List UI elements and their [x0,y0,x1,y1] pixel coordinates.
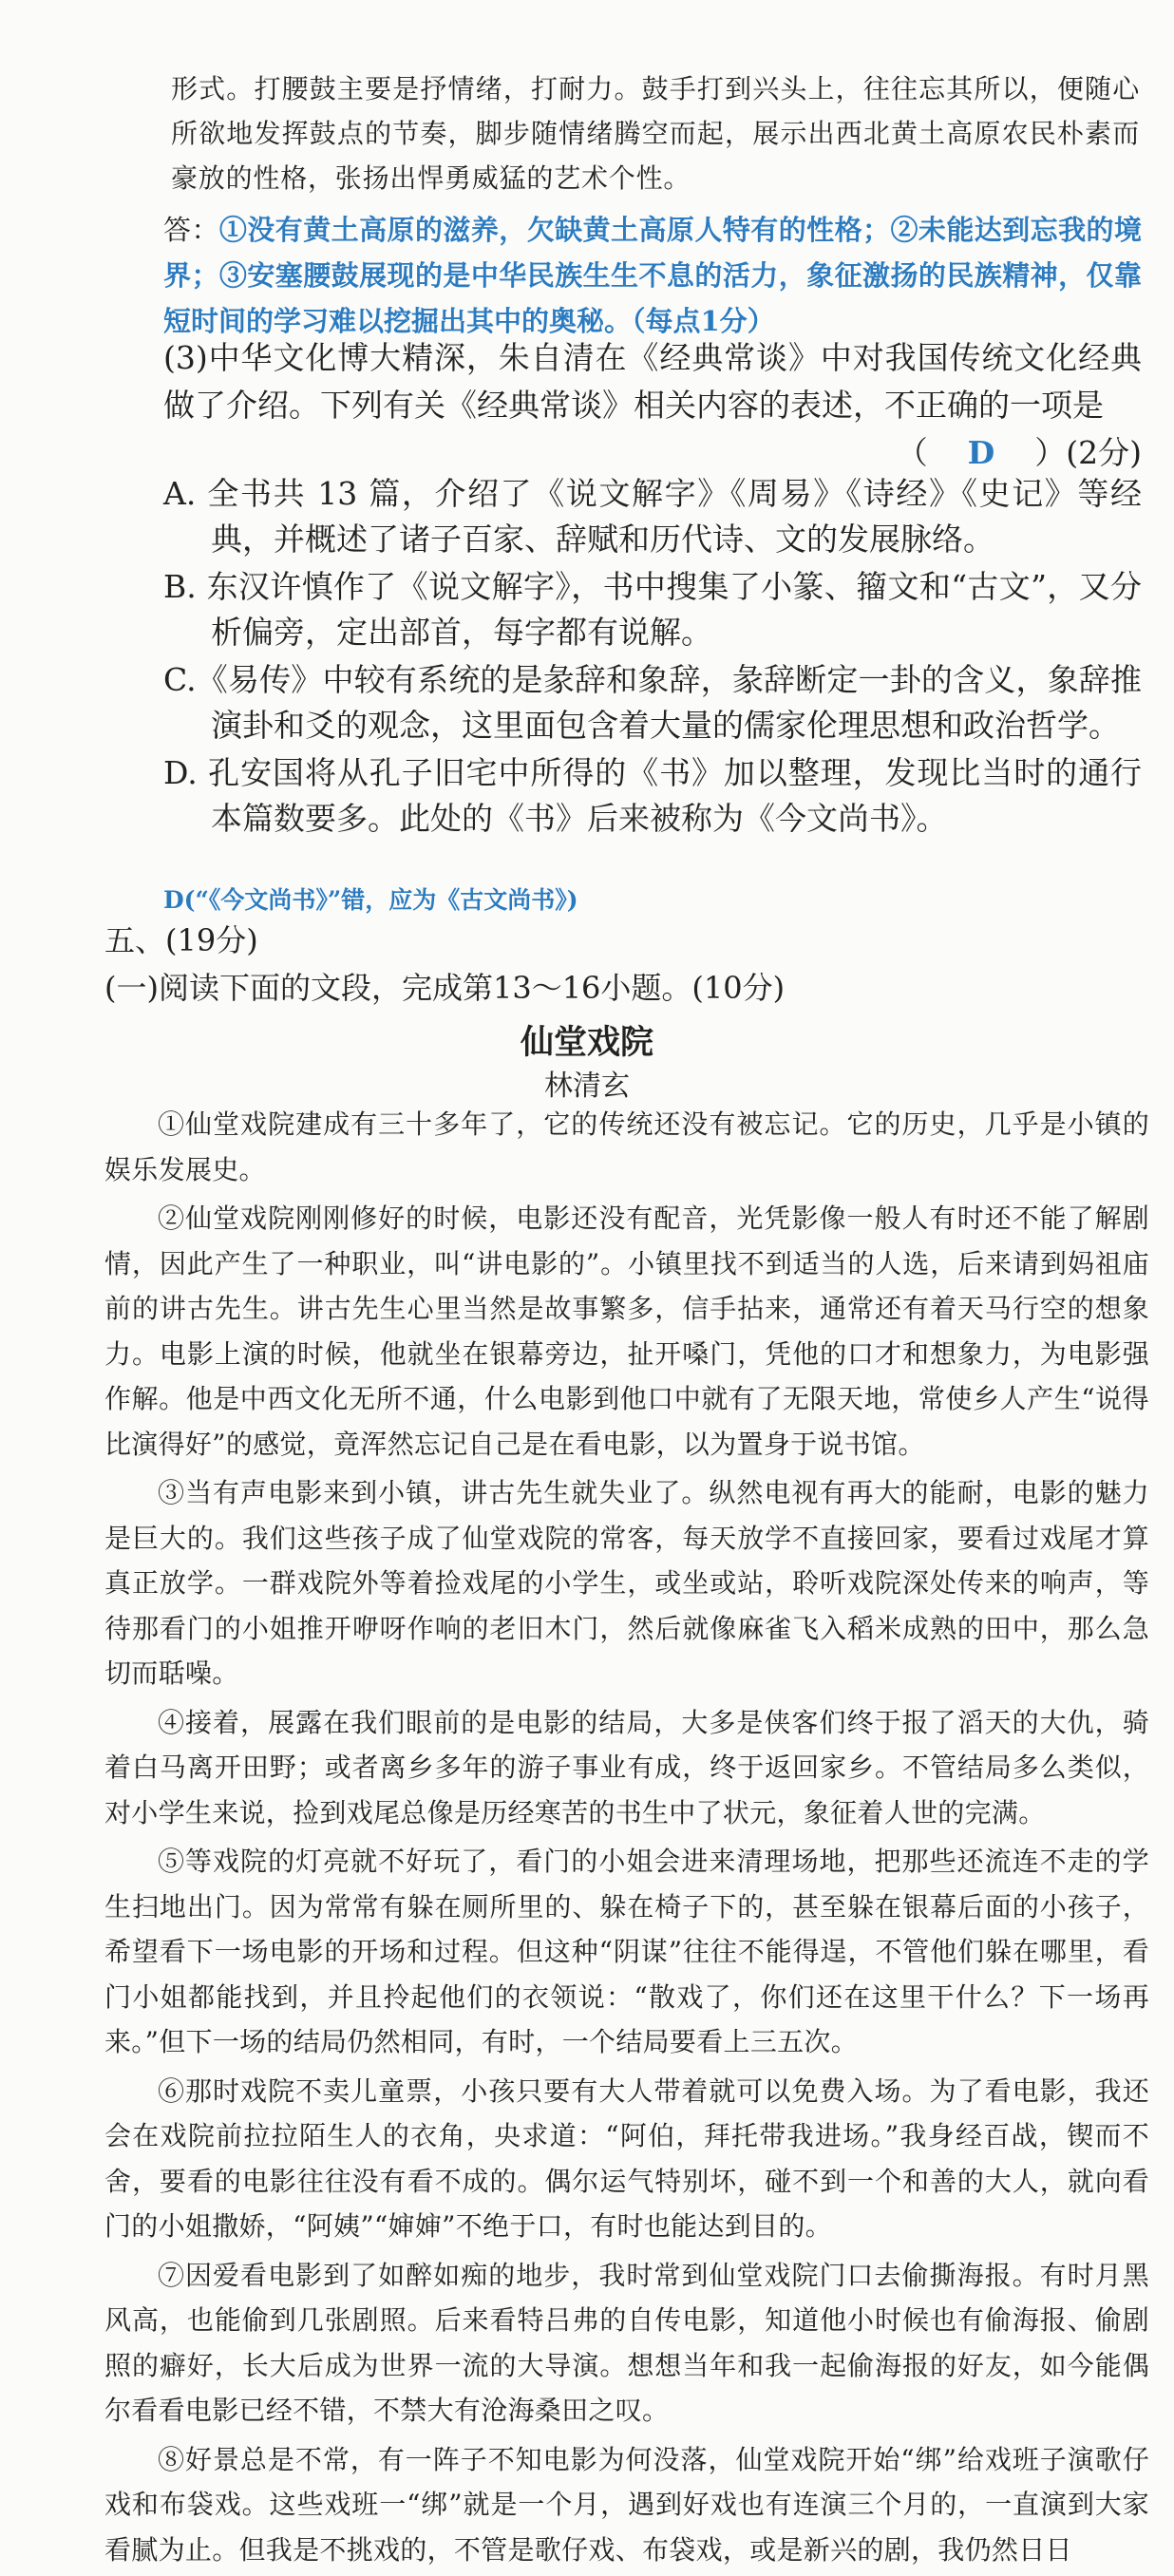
option-c: C.《易传》中较有系统的是彖辞和象辞，彖辞断定一卦的含义，象辞推演卦和爻的观念，这里面包含着大量的儒家伦理思想和政治哲学。 [163,661,1142,744]
question-3 [163,334,1142,477]
article-author: 林清玄 [544,1070,630,1103]
answer-label: 答： [163,214,219,246]
article-title: 仙堂戏院 [520,1023,653,1062]
question-3-stem: (3)中华文化博大精深，朱自清在《经典常谈》中对我国传统文化经典做了介绍。下列有关《经典常谈》相关内容的表述，不正确的一项是 [163,339,1142,424]
options-list [163,471,1142,843]
option-b: B. 东汉许慎作了《说文解字》，书中搜集了小篆、籀文和“古文”，又分析偏旁，定出部首，每字都有说解。 [163,568,1142,651]
paragraph-2: ②仙堂戏院刚刚修好的时候，电影还没有配音，光凭影像一般人有时还不能了解剧情，因此产生了一种职业，叫“讲电影的”。小镇里找不到适当的人选，后来请到妈祖庙前的讲古先生。讲古先生心里当然是故事繁多，信手拈来，通常还有着天马行空的想象力。电影上演的时候，他就坐在银幕旁边，扯开嗓门，凭他的口才和想象力，为电影强作解。他是中西文化无所不通，什么电影到他口中就有了无限天地，常使乡人产生“说得比演得好”的感觉，竟浑然忘记自己是在看电影，以为置身于说书馆。 [104,1203,1149,1460]
answer-explanation: D(“《今文尚书》”错，应为《古文尚书》) [163,886,578,914]
paragraph-1: ①仙堂戏院建成有三十多年了，它的传统还没有被忘记。它的历史，几乎是小镇的娱乐发展史。 [104,1108,1149,1185]
paragraph-3: ③当有声电影来到小镇，讲古先生就失业了。纵然电视有再大的能耐，电影的魅力是巨大的。我们这些孩子成了仙堂戏院的常客，每天放学不直接回家，要看过戏尾才算真正放学。一群戏院外等着捡戏尾的小学生，或坐或站，聆听戏院深处传来的响声，等待那看门的小姐推开咿呀作响的老旧木门，然后就像麻雀飞入稻米成熟的田中，那么急切而聒噪。 [104,1477,1149,1689]
paragraph-5: ⑤等戏院的灯亮就不好玩了，看门的小姐会进来清理场地，把那些还流连不走的学生扫地出门。因为常常有躲在厕所里的、躲在椅子下的，甚至躲在银幕后面的小孩子，希望看下一场电影的开场和过程。但这种“阴谋”往往不能得逞，不管他们躲在哪里，看门小姐都能找到，并且拎起他们的衣领说：“散戏了，你们还在这里干什么？下一场再来。”但下一场的结局仍然相同，有时，一个结局要看上三五次。 [104,1846,1149,2057]
paragraph-4: ④接着，展露在我们眼前的是电影的结局，大多是侠客们终于报了滔天的大仇，骑着白马离开田野；或者离乡多年的游子事业有成，终于返回家乡。不管结局多么类似，对小学生来说，捡到戏尾总像是历经寒苦的书生中了状元，象征着人世的完满。 [104,1706,1149,1828]
answer-block [163,207,1142,344]
section-5-heading: 五、(19分) [104,922,258,958]
question-3-mark: （ D ）(2分) [896,434,1142,471]
article-body [104,1102,1149,2576]
option-a: A. 全书共 13 篇，介绍了《说文解字》《周易》《诗经》《史记》等经典，并概述了诸子百家、辞赋和历代诗、文的发展脉络。 [163,475,1142,558]
option-d: D. 孔安国将从孔子旧宅中所得的《书》加以整理，发现比当时的通行本篇数要多。此处的《书》后来被称为《今文尚书》。 [163,754,1142,837]
paragraph-6: ⑥那时戏院不卖儿童票，小孩只要有大人带着就可以免费入场。为了看电影，我还会在戏院前拉拉陌生人的衣角，央求道：“阿伯，拜托带我进场。”我身经百战，锲而不舍，要看的电影往往没有看不成的。偶尔运气特别坏，碰不到一个和善的大人，就向看门的小姐撒娇，“阿姨”“婶婶”不绝于口，有时也能达到目的。 [104,2074,1149,2242]
answer-text: ①没有黄土高原的滋养，欠缺黄土高原人特有的性格；②未能达到忘我的境界；③安塞腰鼓展现的是中华民族生生不息的活力，象征激扬的民族精神，仅靠短时间的学习难以挖掘出其中的奥秘。（每点1分） [163,214,1142,337]
question-3-answer: D [967,434,995,471]
intro-paragraph: 形式。打腰鼓主要是抒情绪，打耐力。鼓手打到兴头上，往往忘其所以，便随心所欲地发挥鼓点的节奏，脚步随情绪腾空而起，展示出西北黄土高原农民朴素而豪放的性格，张扬出悍勇威猛的艺术个性。 [171,73,1140,194]
subsection-1-heading: (一)阅读下面的文段，完成第13～16小题。(10分) [104,970,786,1006]
paragraph-8: ⑧好景总是不常，有一阵子不知电影为何没落，仙堂戏院开始“绑”给戏班子演歌仔戏和布袋戏。这些戏班一“绑”就是一个月，遇到好戏也有连演三个月的，一直演到大家看腻为止。但我是不挑戏的，不管是歌仔戏、布袋戏，或是新兴的剧，我仍然日日 [104,2443,1149,2566]
paragraph-7: ⑦因爱看电影到了如醉如痴的地步，我时常到仙堂戏院门口去偷撕海报。有时月黑风高，也能偷到几张剧照。后来看特吕弗的自传电影，知道他小时候也有偷海报、偷剧照的癖好，长大后成为世界一流的大导演。想想当年和我一起偷海报的好友，如今能偶尔看看电影已经不错，不禁大有沧海桑田之叹。 [104,2259,1149,2426]
